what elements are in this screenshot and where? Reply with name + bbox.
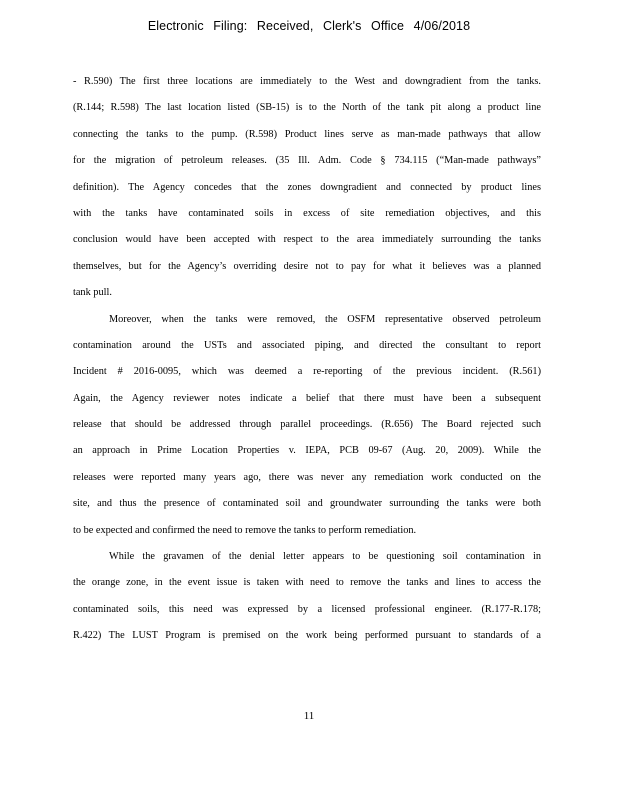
text-line: Again, the Agency reviewer notes indicate a belief that there must have been a subsequent	[73, 392, 541, 404]
body-text	[73, 69, 541, 650]
text-line: R.422) The LUST Program is premised on the work being performed pursuant to standards of a	[73, 630, 541, 642]
text-line: connecting the tanks to the pump. (R.598) Product lines serve as man-made pathways that allow	[73, 128, 541, 140]
paragraph-start-line: While the gravamen of the denial letter appears to be questioning soil contamination in	[109, 551, 541, 563]
text-line: contamination around the USTs and associated piping, and directed the consultant to report	[73, 339, 541, 351]
text-line: (R.144; R.598) The last location listed (SB-15) is to the North of the tank pit along a product line	[73, 102, 541, 114]
page-number: 11	[303, 710, 315, 722]
text-line: releases were reported many years ago, there was never any remediation work conducted on the	[73, 471, 541, 483]
text-line: for the migration of petroleum releases. (35 Ill. Adm. Code § 734.115 (“Man-made pathways”	[73, 155, 541, 167]
text-line: Incident # 2016-0095, which was deemed a re-reporting of the previous incident. (R.561)	[73, 366, 541, 378]
text-line: tank pull.	[73, 287, 112, 299]
text-line: - R.590) The first three locations are immediately to the West and downgradient from the tanks.	[73, 76, 541, 87]
text-line: with the tanks have contaminated soils in excess of site remediation objectives, and this	[73, 207, 541, 219]
paragraph-start-line: Moreover, when the tanks were removed, the OSFM representative observed petroleum	[109, 313, 541, 325]
text-line: themselves, but for the Agency’s overriding desire not to pay for what it believes was a planned	[73, 260, 541, 272]
text-line: to be expected and confirmed the need to remove the tanks to perform remediation.	[73, 524, 417, 536]
text-line: an approach in Prime Location Properties v. IEPA, PCB 09-67 (Aug. 20, 2009). While the	[73, 445, 541, 457]
text-line: contaminated soils, this need was expressed by a licensed professional engineer. (R.177-R.178;	[73, 603, 541, 615]
text-line: the orange zone, in the event issue is taken with need to remove the tanks and lines to access the	[73, 577, 541, 589]
text-line: site, and thus the presence of contaminated soil and groundwater surrounding the tanks were both	[73, 498, 541, 510]
filing-header: Electronic Filing: Received, Clerk's Office 4/06/2018	[147, 19, 471, 33]
text-line: conclusion would have been accepted with respect to the area immediately surrounding the tanks	[73, 234, 541, 246]
text-line: definition). The Agency concedes that the zones downgradient and connected by product lines	[73, 181, 541, 193]
text-line: release that should be addressed through parallel proceedings. (R.656) The Board rejected such	[73, 419, 541, 431]
